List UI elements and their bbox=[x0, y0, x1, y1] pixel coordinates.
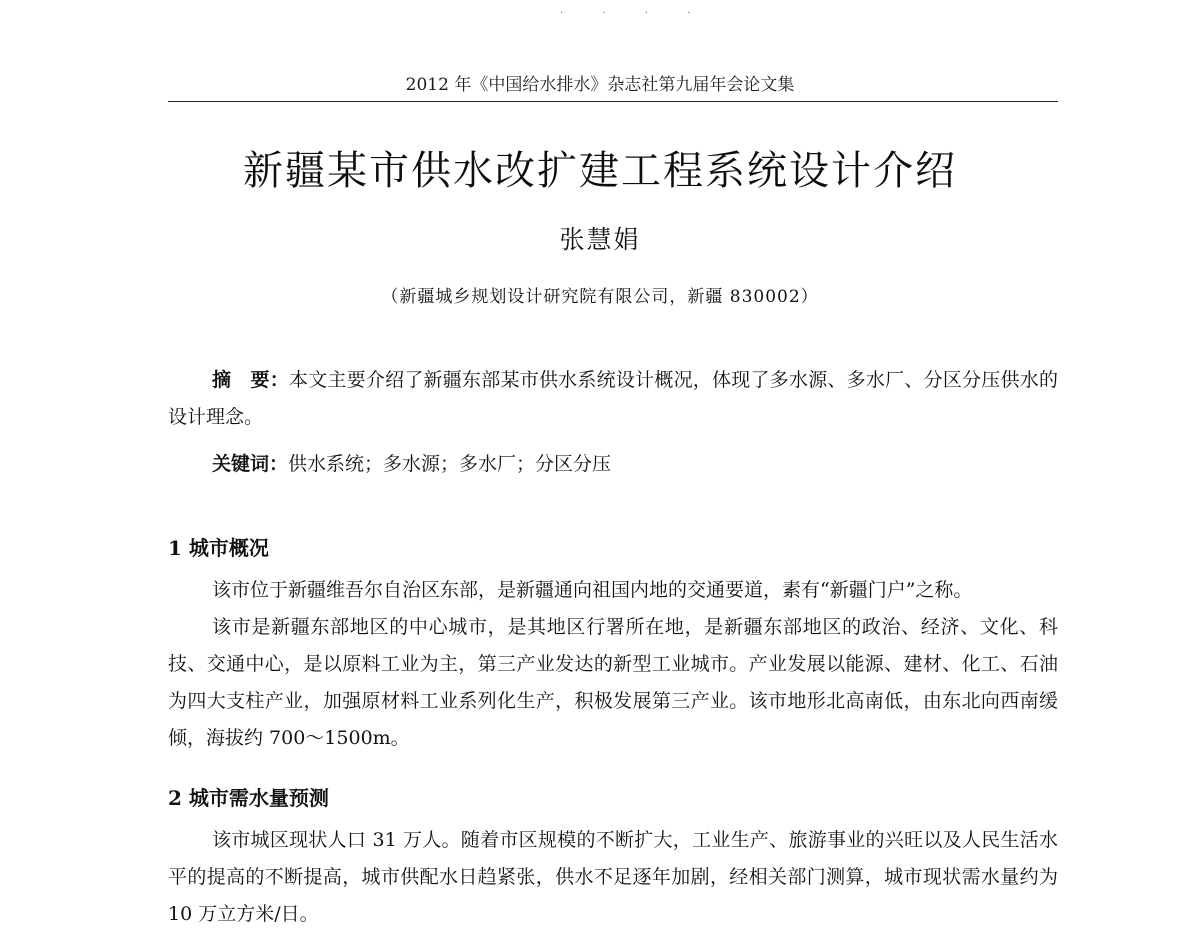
section-body-1 bbox=[168, 572, 1058, 757]
header-rule bbox=[168, 101, 1058, 102]
abstract-text: 本文主要介绍了新疆东部某市供水系统设计概况，体现了多水源、多水厂、分区分压供水的设计理念。 bbox=[168, 369, 1058, 428]
scan-artifact-marks: · · · · bbox=[560, 8, 709, 19]
abstract-paragraph bbox=[168, 362, 1058, 436]
section-1-paragraph-1: 该市位于新疆维吾尔自治区东部，是新疆通向祖国内地的交通要道，素有“新疆门户”之称。 bbox=[212, 579, 973, 601]
section-1-paragraph-2: 该市是新疆东部地区的中心城市，是其地区行署所在地，是新疆东部地区的政治、经济、文化、科技、交通中心，是以原料工业为主，第三产业发达的新型工业城市。产业发展以能源、建材、化工、石油为四大支柱产业，加强原材料工业系列化生产，积极发展第三产业。该市地形北高南低，由东北向西南缓倾，海拔约 700～1500m。 bbox=[168, 616, 1058, 749]
keywords-paragraph bbox=[168, 446, 1058, 483]
section-body-2 bbox=[168, 822, 1058, 933]
section-2-paragraph-1: 该市城区现状人口 31 万人。随着市区规模的不断扩大，工业生产、旅游事业的兴旺以及人民生活水平的提高的不断提高，城市供配水日趋紧张，供水不足逐年加剧，经相关部门测算，城市现状需水量约为 10 万立方米/日。 bbox=[168, 829, 1058, 925]
keywords bbox=[168, 446, 1058, 483]
paper-title: 新疆某市供水改扩建工程系统设计介绍 bbox=[243, 148, 957, 194]
keywords-text: 供水系统；多水源；多水厂；分区分压 bbox=[288, 453, 612, 475]
abstract-label: 摘 要： bbox=[212, 369, 289, 391]
paper-author: 张慧娟 bbox=[559, 225, 641, 254]
abstract bbox=[168, 362, 1058, 436]
section-heading-1: 1 城市概况 bbox=[168, 536, 269, 560]
section-heading-2: 2 城市需水量预测 bbox=[168, 786, 329, 810]
author-affiliation: （新疆城乡规划设计研究院有限公司，新疆 830002） bbox=[381, 287, 819, 307]
running-header: 2012 年《中国给水排水》杂志社第九届年会论文集 bbox=[405, 75, 795, 95]
keywords-label: 关键词： bbox=[212, 453, 289, 475]
